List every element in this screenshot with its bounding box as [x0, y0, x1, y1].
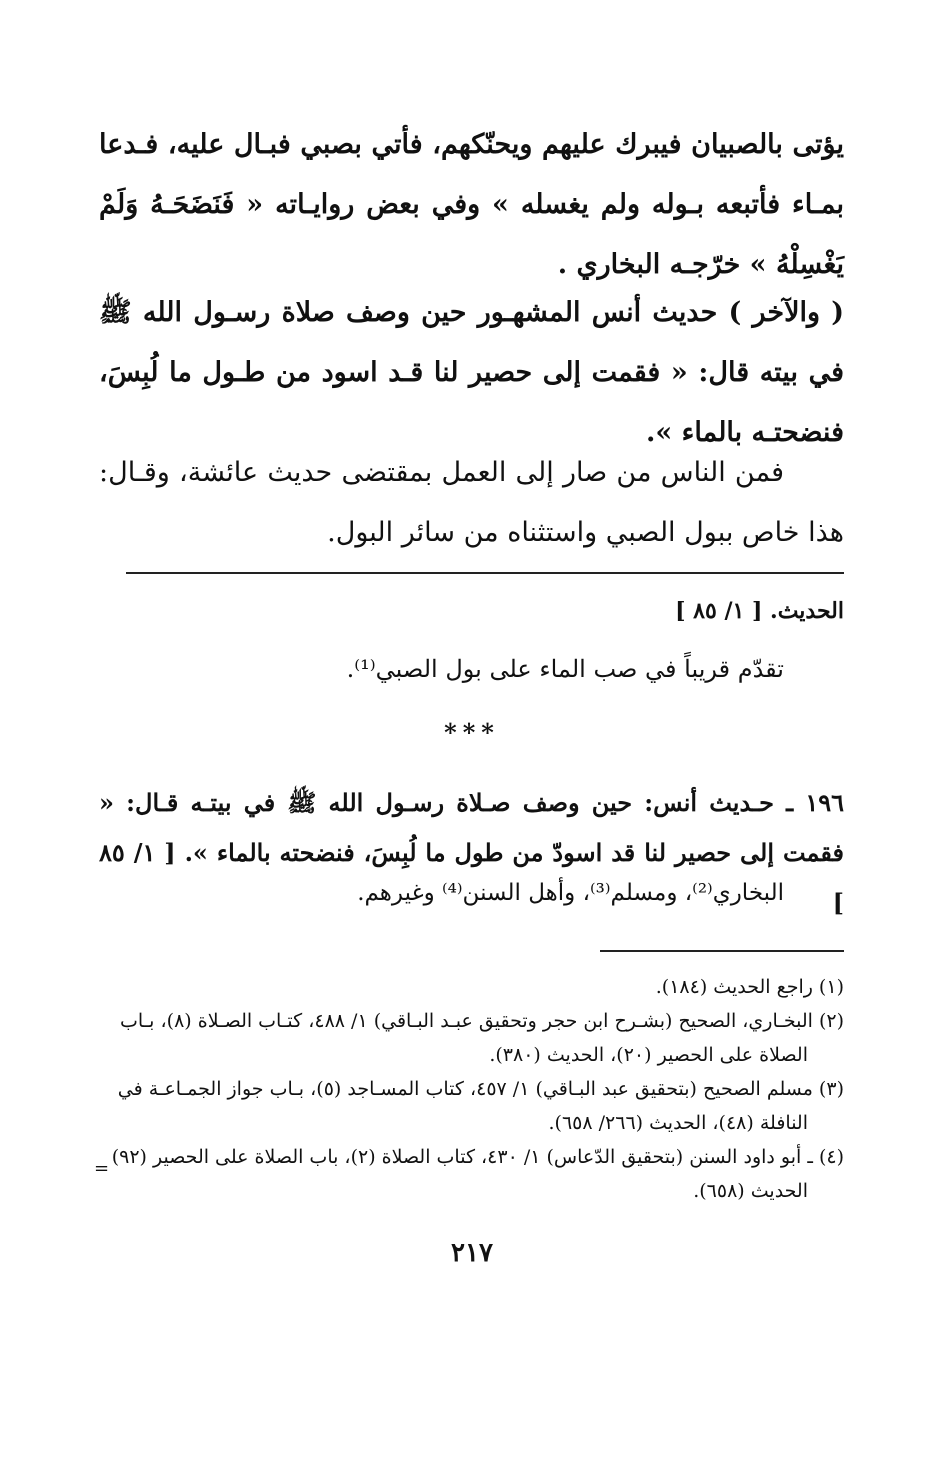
- asterism-separator: ***: [444, 718, 500, 747]
- footnote-1: (١) راجع الحديث (١٨٤).: [655, 976, 844, 998]
- margin-mark: =: [94, 1158, 110, 1179]
- hadith-reference: الحديث. [ ١/ ٨٥ ]: [675, 598, 844, 624]
- footnotes: [99, 970, 844, 1208]
- footnote-4-line-2: الحديث (٦٥٨).: [693, 1180, 808, 1202]
- footnote-4-line-1: (٤) ـ أبو داود السنن (بتحقيق الدّعاس) ١/ ٤٣٠، كتاب الصلاة (٢)، باب الصلاة على الحصير (٩٢): [111, 1146, 844, 1168]
- footnote-2-line-1: (٢) البخـاري، الصحيح (بشـرح ابن حجر وتحقيق عبـد البـاقي) ١/ ٤٨٨، كتـاب الصـلاة (٨)، بـاب: [119, 1010, 844, 1032]
- hadith-196: ١٩٦ ـ حـديث أنس: حين وصف صـلاة رسـول الله ﷺ في بيتـه قـال: « فقمت إلى حصير لنا قد اسودّ من طول ما لُبِسَ، فنضحته بالماء ». [ ١/ ٨٥ ]: [99, 788, 845, 917]
- commentary-note: تقدّم قريباً في صب الماء على بول الصبي⁽¹⁾.: [346, 655, 784, 683]
- footnote-divider: [600, 950, 844, 952]
- footnote-3-line-1: (٣) مسلم الصحيح (بتحقيق عبد البـاقي) ١/ ٤٥٧، كتاب المسـاجد (٥)، بـاب جواز الجمـاعـة في: [117, 1078, 844, 1100]
- body-paragraph-2: ( والآخر ) حديث أنس المشهـور حين وصف صلاة رسـول الله ﷺ في بيته قال: « فقمت إلى حصير لنا قـد اسود من طـول ما لُبِسَ، فنضحتـه بالماء ».: [99, 297, 844, 448]
- hadith-sources: البخاري⁽²⁾، ومسلم⁽³⁾، وأهل السنن⁽⁴⁾ وغيرهم.: [357, 880, 784, 906]
- body-paragraph-1: يؤتى بالصبيان فيبرك عليهم ويحنّكهم، فأتي بصبي فبـال عليه، فـدعا بمـاء فأتبعه بـوله ولم يغسله » وفي بعض روايـاته « فَنَضَحَـهُ وَلَمْ يَغْسِلْهُ » خرّجـه البخاري .: [99, 129, 844, 280]
- footnote-4: [99, 1140, 844, 1208]
- footnote-2-line-2: الصلاة على الحصير (٢٠)، الحديث (٣٨٠).: [489, 1044, 808, 1066]
- body-paragraph-3: فمن الناس من صار إلى العمل بمقتضى حديث عائشة، وقـال: هذا خاص ببول الصبي واستثناه من سائر البول.: [99, 457, 844, 548]
- page-number: ٢١٧: [451, 1238, 493, 1268]
- footnote-2: [99, 1004, 844, 1072]
- footnote-3-line-2: النافلة (٤٨)، الحديث (٢٦٦/ ٦٥٨).: [548, 1112, 808, 1134]
- section-divider: [126, 572, 844, 574]
- footnote-3: [99, 1072, 844, 1140]
